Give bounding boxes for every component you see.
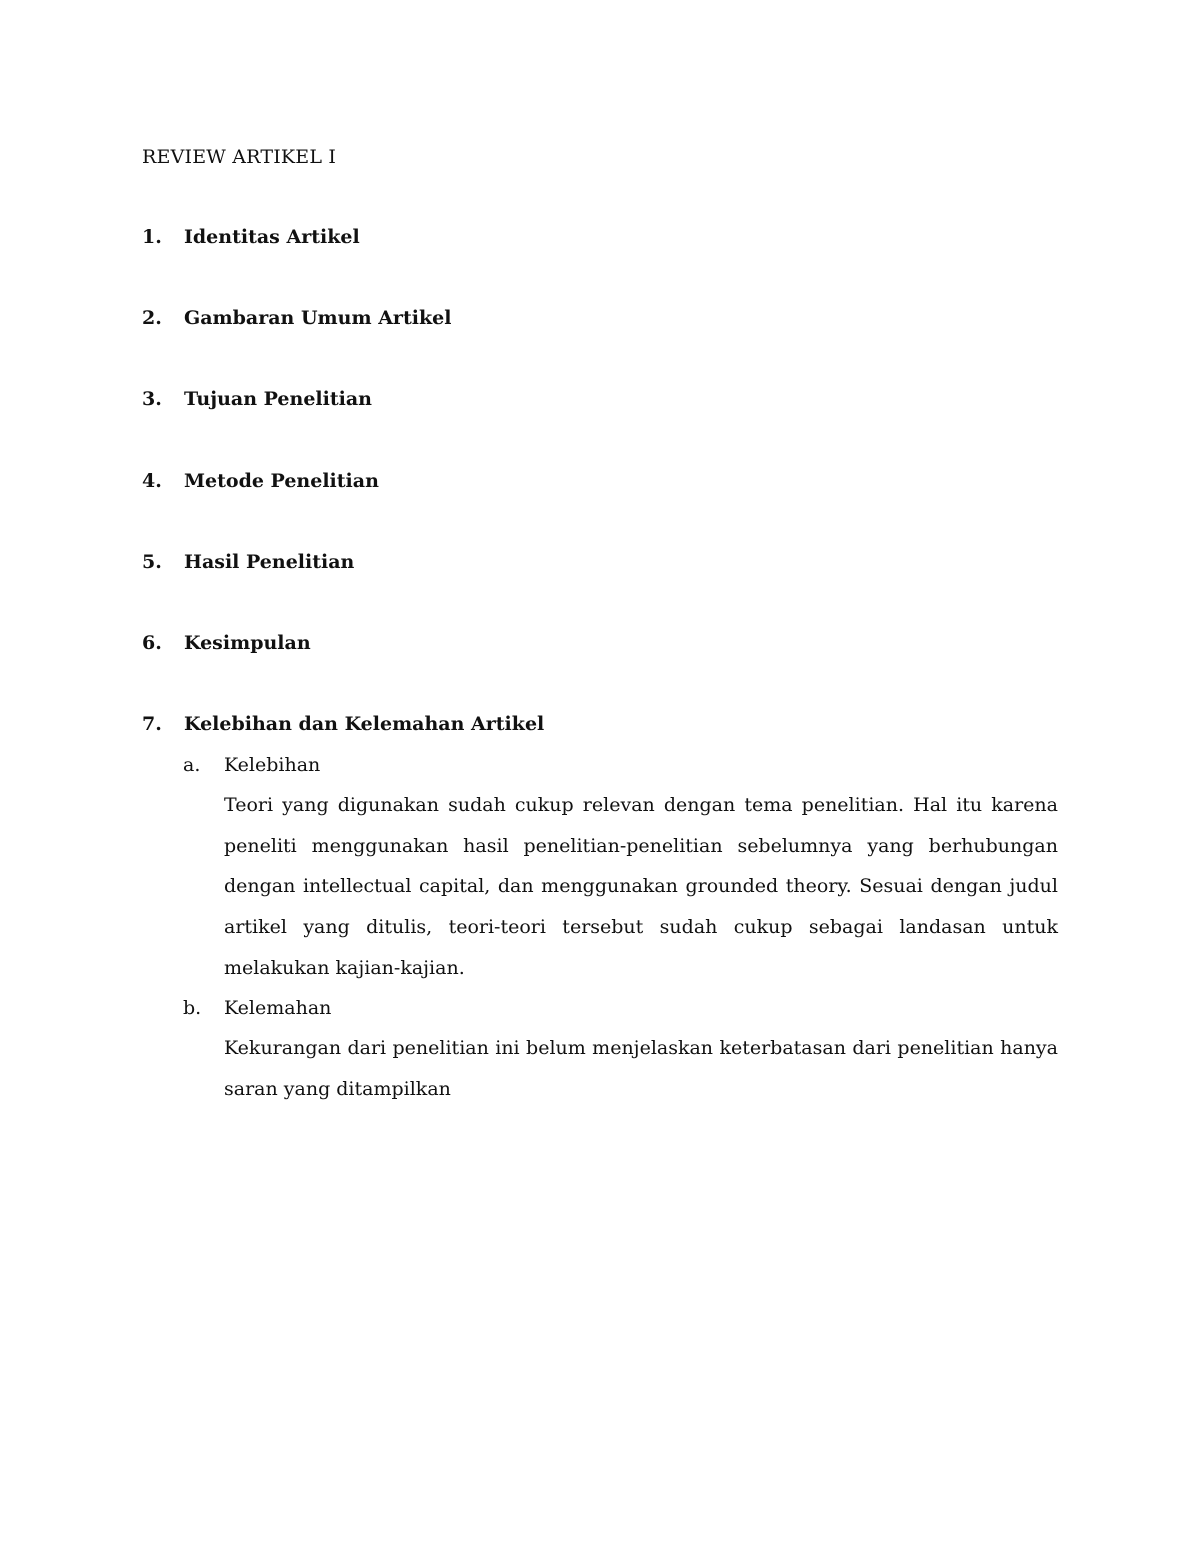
- subsection-letter: a.: [183, 754, 201, 776]
- subsection-a-paragraph: Teori yang digunakan sudah cukup relevan dengan tema penelitian. Hal itu karena peneliti menggunakan hasil penelitian-penelitian sebelumnya yang berhubungan dengan intellectual capital, dan menggunakan grounded theory. Sesuai dengan judul artikel yang ditulis, teori-teori tersebut sudah cukup sebagai landasan untuk melakukan kajian-kajian.: [224, 794, 1058, 979]
- subsection-letter: b.: [183, 997, 202, 1019]
- subsection-label: Kelebihan: [224, 754, 321, 776]
- section-label: Metode Penelitian: [184, 470, 379, 492]
- section-number: 7.: [142, 713, 162, 735]
- section-label: Kesimpulan: [184, 632, 311, 654]
- subsection-label: Kelemahan: [224, 997, 332, 1019]
- section-label: Kelebihan dan Kelemahan Artikel: [184, 713, 545, 735]
- section-number: 6.: [142, 632, 162, 654]
- section-label: Tujuan Penelitian: [184, 388, 372, 410]
- section-number: 4.: [142, 470, 162, 492]
- section-number: 3.: [142, 388, 162, 410]
- section-number: 2.: [142, 307, 162, 329]
- section-label: Identitas Artikel: [184, 226, 360, 248]
- section-number: 1.: [142, 226, 162, 248]
- section-label: Hasil Penelitian: [184, 551, 355, 573]
- section-number: 5.: [142, 551, 162, 573]
- subsection-b-paragraph: Kekurangan dari penelitian ini belum menjelaskan keterbatasan dari penelitian hanya saran yang ditampilkan: [224, 1037, 1058, 1100]
- section-label: Gambaran Umum Artikel: [184, 307, 452, 329]
- document-title: REVIEW ARTIKEL I: [142, 146, 337, 168]
